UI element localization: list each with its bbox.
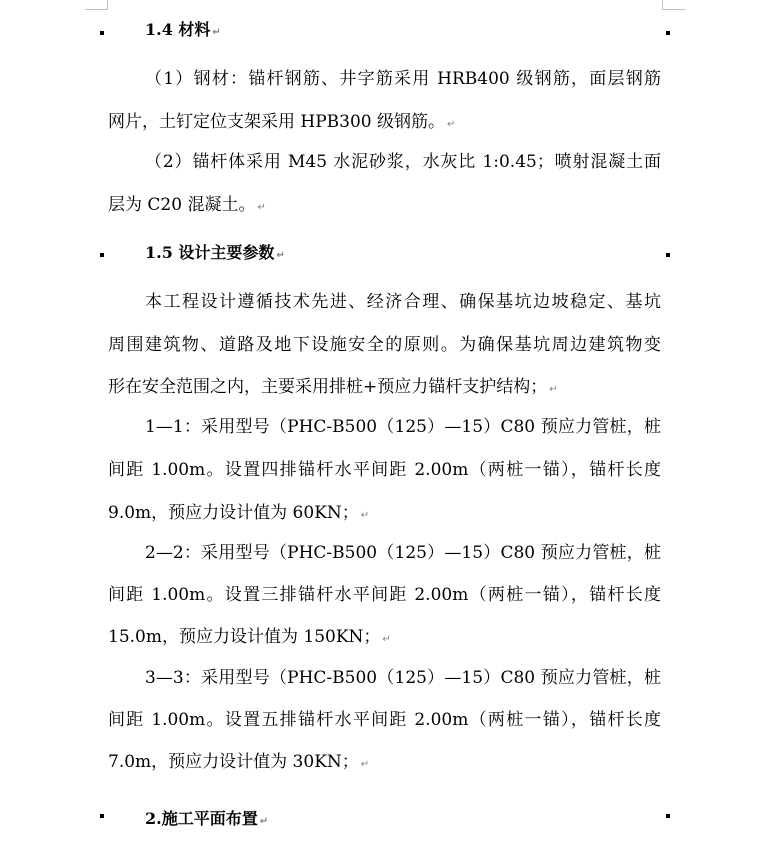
materials-p1-line1: （1）钢材：锚杆钢筋、井字筋采用 HRB400 级钢筋，面层钢筋 [145, 69, 661, 89]
page-margin-corner-left [85, 0, 108, 10]
design-intro-line3: 形在安全范围之内，主要采用排桩+预应力锚杆支护结构； ↵ [108, 377, 558, 397]
section-1-line1: 1—1：采用型号（PHC-B500（125）—15）C80 预应力管桩，桩 [145, 417, 661, 437]
materials-p2-line2: 层为 C20 混凝土。 ↵ [108, 195, 266, 215]
section-2-line1: 2—2：采用型号（PHC-B500（125）—15）C80 预应力管桩，桩 [145, 543, 661, 563]
heading-bullet-left [100, 814, 104, 818]
design-intro-line2: 周围建筑物、道路及地下设施安全的原则。为确保基坑周边建筑物变 [108, 335, 661, 355]
design-intro-line1: 本工程设计遵循技术先进、经济合理、确保基坑边坡稳定、基坑 [145, 292, 661, 312]
heading-bullet-right [666, 253, 670, 257]
heading-bullet-left [100, 253, 104, 257]
section-3-line2: 间距 1.00m。设置五排锚杆水平间距 2.00m（两桩一锚），锚杆长度 [108, 710, 661, 730]
heading-bullet-right [666, 31, 670, 35]
section-3-line3: 7.0m，预应力设计值为 30KN； ↵ [108, 752, 370, 772]
section-1-line3: 9.0m，预应力设计值为 60KN； ↵ [108, 503, 370, 523]
section-2-line2: 间距 1.00m。设置三排锚杆水平间距 2.00m（两桩一锚），锚杆长度 [108, 585, 661, 605]
heading-materials: 1.4 材料 ↵ [145, 20, 221, 39]
heading-design-parameters: 1.5 设计主要参数 ↵ [145, 243, 285, 262]
section-2-line3: 15.0m，预应力设计值为 150KN； ↵ [108, 627, 391, 647]
heading-bullet-left [100, 31, 104, 35]
materials-p1-line2: 网片，土钉定位支架采用 HPB300 级钢筋。 ↵ [108, 112, 456, 132]
section-3-line1: 3—3：采用型号（PHC-B500（125）—15）C80 预应力管桩，桩 [145, 668, 661, 688]
section-1-line2: 间距 1.00m。设置四排锚杆水平间距 2.00m（两桩一锚），锚杆长度 [108, 460, 661, 480]
heading-site-layout: 2.施工平面布置 ↵ [145, 809, 269, 828]
materials-p2-line1: （2）锚杆体采用 M45 水泥砂浆，水灰比 1:0.45；喷射混凝土面 [145, 152, 661, 172]
heading-bullet-right [666, 814, 670, 818]
page-margin-corner-right [662, 0, 685, 10]
